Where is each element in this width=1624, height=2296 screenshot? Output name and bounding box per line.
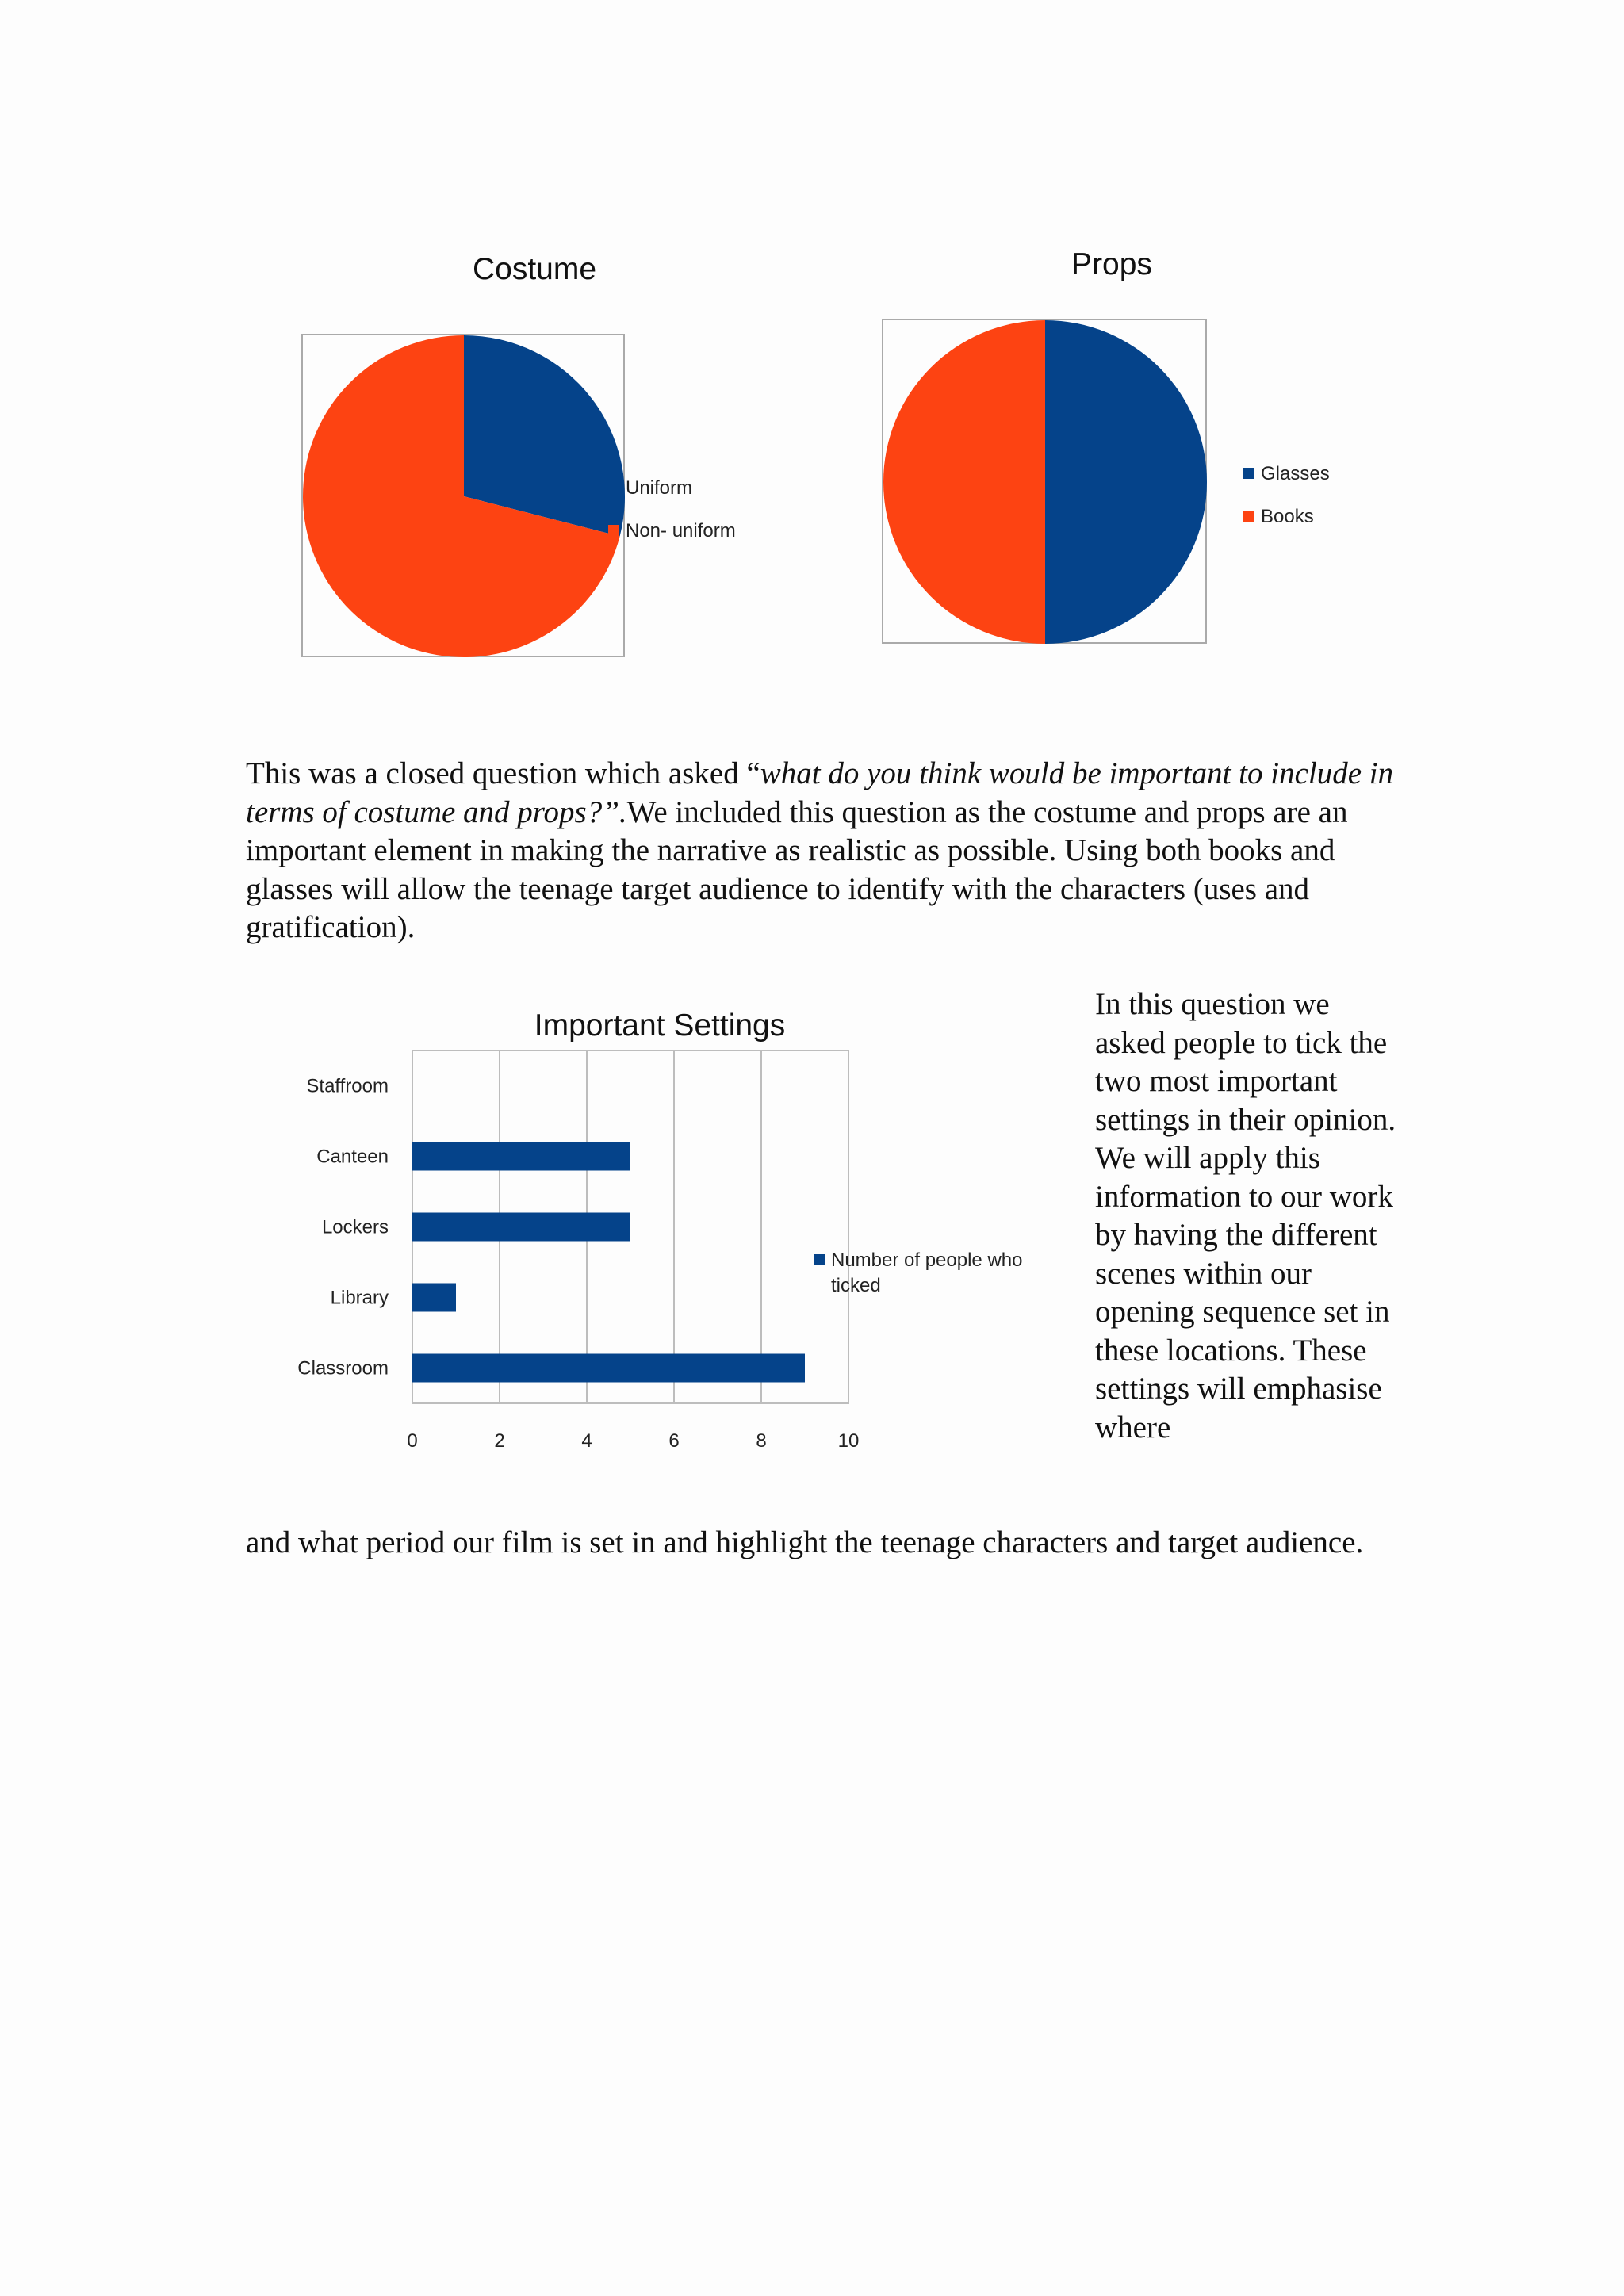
para1-text-a: This was a closed question which asked “ [246,756,760,790]
legend-label: Uniform [626,477,693,499]
x-tick-label: 0 [407,1430,418,1452]
costume-chart-title: Costume [472,252,597,286]
y-category-label: Library [330,1287,389,1309]
paragraph-costume-props [246,755,1396,947]
costume-pie-chart [301,334,626,659]
costume-legend-item-non-uniform [608,519,736,561]
props-legend-item-books [1243,504,1330,547]
x-tick-label: 10 [837,1430,860,1452]
para1-question-italic: what do you think would be important to include in terms of costume and props?”. [246,756,1394,829]
legend-label: Non- uniform [626,520,736,541]
legend-swatch [814,1254,825,1265]
props-slice-books [883,320,1045,644]
paragraph-settings-bottom: and what period our film is set in and highlight the teenage characters and target audience. [246,1525,1364,1559]
x-tick-label: 4 [581,1430,592,1452]
legend-swatch [608,482,619,493]
paragraph-settings-side: In this question we asked people to tick the two most important settings in their opinion. We will apply this information to our work by having the different scenes within our opening sequence set in these locations. These settings will emphasise where [1095,987,1396,1445]
settings-legend-item [814,1248,1051,1296]
settings-chart-title: Important Settings [534,1008,786,1043]
props-chart-title: Props [1071,247,1152,281]
legend-swatch [608,525,619,536]
legend-swatch [1243,511,1254,522]
x-tick-label: 6 [668,1430,680,1452]
legend-swatch [1243,468,1254,479]
bar-library [412,1284,456,1312]
costume-legend [608,476,736,561]
bar-lockers [412,1213,630,1242]
x-tick-label: 2 [494,1430,505,1452]
props-legend-item-glasses [1243,461,1330,504]
y-category-label: Staffroom [306,1075,389,1097]
bar-classroom [412,1354,805,1383]
x-tick-label: 8 [756,1430,767,1452]
props-pie-chart [882,319,1208,645]
para1-text-b: We included this question as the costume and props are an important element in making the narrative as realistic as possible. Using both books and glasses will allow the teenage target audience to identify with the characters (uses and gratification). [246,794,1348,944]
y-category-label: Classroom [297,1357,389,1380]
legend-label: Number of people who ticked [831,1249,1023,1296]
costume-legend-item-uniform [608,476,736,519]
settings-legend [814,1248,1051,1296]
y-category-label: Lockers [321,1216,389,1238]
bar-canteen [412,1142,630,1171]
y-category-label: Canteen [316,1146,389,1168]
legend-label: Glasses [1261,463,1330,484]
props-slice-glasses [1045,320,1207,644]
legend-label: Books [1261,506,1314,527]
props-legend [1243,461,1330,547]
